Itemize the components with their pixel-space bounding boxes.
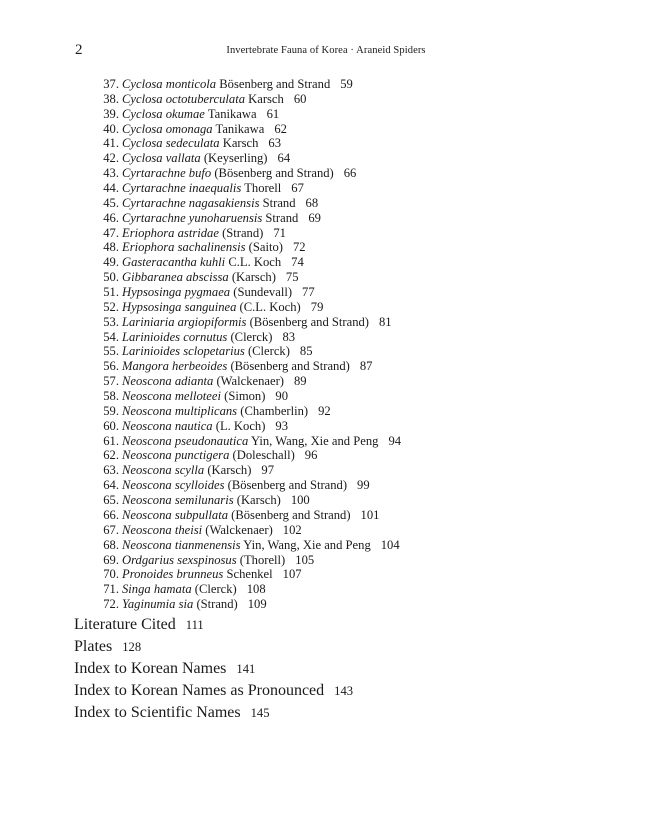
species-author: (Simon) xyxy=(224,389,266,404)
species-author: (Chamberlin) xyxy=(240,403,309,418)
species-author: (Bösenberg and Strand) xyxy=(230,359,350,374)
entry-page: 71 xyxy=(273,225,286,240)
entry-number: 55. xyxy=(103,344,119,359)
species-name: Mangora herbeoides xyxy=(122,359,228,374)
entry-page: 79 xyxy=(310,299,324,314)
species-name: Ordgarius sexspinosus xyxy=(122,552,237,567)
species-author: (Clerck) xyxy=(247,344,290,359)
entry-page: 81 xyxy=(379,314,392,329)
species-name: Cyclosa omonaga xyxy=(122,121,213,136)
species-name: Neoscona tianmenensis xyxy=(122,537,241,552)
species-author: (Bösenberg and Strand) xyxy=(214,166,334,181)
entry-number: 40. xyxy=(103,121,119,136)
species-name: Cyrtarachne inaequalis xyxy=(122,181,242,196)
species-name: Neoscona subpullata xyxy=(122,507,228,522)
species-name: Neoscona scylla xyxy=(122,463,205,478)
species-author: (Keyserling) xyxy=(203,151,268,166)
entry-number: 71. xyxy=(103,582,119,597)
entry-number: 70. xyxy=(103,567,119,582)
species-author: Bösenberg and Strand xyxy=(219,77,331,91)
species-name: Cyrtarachne nagasakiensis xyxy=(122,195,260,210)
entry-page: 108 xyxy=(246,582,266,597)
species-name: Gasteracantha kuhli xyxy=(122,255,226,270)
entry-number: 60. xyxy=(103,418,119,433)
entry-page: 89 xyxy=(293,374,307,389)
species-name: Larinioides cornutus xyxy=(122,329,228,344)
species-name: Neoscona nautica xyxy=(122,418,213,433)
species-author: (Thorell) xyxy=(239,552,286,567)
species-author: (Sundevall) xyxy=(233,285,293,300)
toc-title: Plates xyxy=(74,638,113,655)
entry-number: 42. xyxy=(103,151,119,166)
entry-page: 64 xyxy=(277,151,291,166)
entry-number: 41. xyxy=(103,136,119,151)
species-author: (Karsch) xyxy=(231,270,276,285)
entry-page: 101 xyxy=(360,507,380,522)
species-name: Yaginumia sia xyxy=(122,597,194,612)
entry-page: 61 xyxy=(266,106,280,121)
entry-number: 51. xyxy=(103,285,119,300)
species-name: Hypsosinga pygmaea xyxy=(122,285,231,300)
toc-title: Index to Scientific Names xyxy=(74,704,241,721)
entry-number: 37. xyxy=(103,77,119,91)
species-name: Cyclosa octotuberculata xyxy=(122,91,245,106)
species-author: (C.L. Koch) xyxy=(239,299,301,314)
toc-page: 145 xyxy=(250,706,270,720)
species-name: Neoscona multiplicans xyxy=(122,403,238,418)
entry-number: 48. xyxy=(103,240,119,255)
entry-number: 43. xyxy=(103,166,119,181)
entry-number: 49. xyxy=(103,255,119,270)
entry-page: 87 xyxy=(359,359,373,374)
entry-page: 75 xyxy=(285,270,299,285)
entry-number: 61. xyxy=(103,433,119,448)
toc-title: Index to Korean Names as Pronounced xyxy=(74,682,325,699)
species-name: Eriophora sachalinensis xyxy=(122,240,246,255)
species-name: Neoscona punctigera xyxy=(122,448,230,463)
species-name: Cyclosa sedeculata xyxy=(122,136,220,151)
entry-page: 97 xyxy=(261,463,275,478)
entry-page: 77 xyxy=(302,285,315,300)
toc-entry xyxy=(74,680,353,702)
species-name: Neoscona theisi xyxy=(122,522,203,537)
entry-page: 74 xyxy=(291,255,304,270)
entry-number: 66. xyxy=(103,507,119,522)
species-author: (Strand) xyxy=(196,597,238,612)
entry-page: 99 xyxy=(357,478,370,493)
species-author: (Karsch) xyxy=(236,493,281,508)
entry-page: 90 xyxy=(275,389,289,404)
species-author: (Walckenaer) xyxy=(216,374,284,389)
species-name: Neoscona pseudonautica xyxy=(122,433,249,448)
entry-number: 54. xyxy=(103,329,119,344)
entry-page: 93 xyxy=(275,418,288,433)
entry-number: 58. xyxy=(103,389,119,404)
species-author: Karsch xyxy=(248,91,284,106)
entry-number: 64. xyxy=(103,478,119,493)
species-author: (Walckenaer) xyxy=(205,522,273,537)
entry-page: 109 xyxy=(247,597,267,612)
toc-title: Index to Korean Names xyxy=(74,660,227,677)
species-name: Eriophora astridae xyxy=(122,225,219,240)
entry-page: 100 xyxy=(290,493,310,508)
species-author: (Bösenberg and Strand) xyxy=(249,314,369,329)
entry-page: 69 xyxy=(308,210,321,225)
toc-entry xyxy=(74,614,353,636)
entry-page: 107 xyxy=(282,567,302,582)
species-author: (Bösenberg and Strand) xyxy=(227,478,348,493)
entry-number: 52. xyxy=(103,299,119,314)
species-author: (L. Koch) xyxy=(215,418,266,433)
species-name: Cyrtarachne bufo xyxy=(122,166,212,181)
species-name: Singa hamata xyxy=(122,582,192,597)
species-author: (Clerck) xyxy=(194,582,237,597)
entry-page: 72 xyxy=(292,240,306,255)
entry-number: 38. xyxy=(103,91,119,106)
entry-number: 68. xyxy=(103,537,119,552)
species-name: Pronoides brunneus xyxy=(122,567,224,582)
toc-page: 128 xyxy=(122,640,142,654)
species-author: Tanikawa xyxy=(215,121,265,136)
entry-number: 50. xyxy=(103,270,119,285)
entry-number: 72. xyxy=(103,597,119,612)
entry-page: 68 xyxy=(305,195,319,210)
species-author: C.L. Koch xyxy=(228,255,282,270)
entry-number: 62. xyxy=(103,448,119,463)
entry-page: 104 xyxy=(380,537,400,552)
entry-page: 63 xyxy=(268,136,281,151)
entry-page: 85 xyxy=(299,344,313,359)
entry-number: 56. xyxy=(103,359,119,374)
back-matter-list xyxy=(74,614,353,724)
entry-number: 69. xyxy=(103,552,119,567)
species-name: Neoscona melloteei xyxy=(122,389,221,404)
species-author: (Doleschall) xyxy=(232,448,295,463)
entry-number: 57. xyxy=(103,374,119,389)
toc-page: 143 xyxy=(334,684,354,698)
entry-number: 67. xyxy=(103,522,119,537)
species-author: Schenkel xyxy=(226,567,273,582)
species-name: Cyclosa vallata xyxy=(122,151,201,166)
species-author: Tanikawa xyxy=(207,106,257,121)
entry-page: 102 xyxy=(282,522,302,537)
toc-page: 141 xyxy=(236,662,256,676)
entry-page: 60 xyxy=(293,91,307,106)
toc-page: 111 xyxy=(185,618,204,632)
page-number: 2 xyxy=(75,42,83,58)
entry-number: 65. xyxy=(103,493,119,508)
species-author: Strand xyxy=(265,210,299,225)
entry-page: 66 xyxy=(343,166,357,181)
entry-number: 45. xyxy=(103,195,119,210)
species-name: Neoscona scylloides xyxy=(122,478,225,493)
species-name: Cyrtarachne yunoharuensis xyxy=(122,210,263,225)
species-author: Thorell xyxy=(244,181,282,196)
species-name: Cyclosa monticola xyxy=(122,77,217,91)
species-name: Gibbaranea abscissa xyxy=(122,270,229,285)
entry-number: 46. xyxy=(103,210,119,225)
entry-number: 47. xyxy=(103,225,119,240)
species-author: (Clerck) xyxy=(230,329,273,344)
entry-page: 96 xyxy=(304,448,318,463)
species-name: Cyclosa okumae xyxy=(122,106,205,121)
species-author: Strand xyxy=(262,195,296,210)
species-name: Hypsosinga sanguinea xyxy=(122,299,237,314)
entry-page: 67 xyxy=(291,181,304,196)
toc-entry xyxy=(74,702,353,724)
entry-number: 39. xyxy=(103,106,119,121)
toc-title: Literature Cited xyxy=(74,616,176,633)
entry-page: 94 xyxy=(388,433,402,448)
species-author: (Strand) xyxy=(222,225,264,240)
species-author: (Bösenberg and Strand) xyxy=(231,507,351,522)
species-author: Karsch xyxy=(222,136,259,151)
toc-entry xyxy=(74,658,353,680)
entry-number: 63. xyxy=(103,463,119,478)
entry-page: 83 xyxy=(282,329,296,344)
species-name: Larinioides sclopetarius xyxy=(122,344,245,359)
species-name: Neoscona semilunaris xyxy=(122,493,234,508)
species-author: Yin, Wang, Xie and Peng xyxy=(250,433,379,448)
toc-entry xyxy=(74,636,353,658)
entry-page: 105 xyxy=(295,552,315,567)
species-name: Neoscona adianta xyxy=(122,374,214,389)
species-name: Lariniaria argiopiformis xyxy=(122,314,247,329)
species-author: Yin, Wang, Xie and Peng xyxy=(243,537,371,552)
entry-number: 44. xyxy=(103,181,119,196)
entry-page: 92 xyxy=(318,403,331,418)
running-header: Invertebrate Fauna of Korea · Araneid Spiders xyxy=(226,45,426,56)
entry-number: 59. xyxy=(103,403,119,418)
species-author: (Saito) xyxy=(248,240,283,255)
entry-number: 53. xyxy=(103,314,119,329)
entry-page: 59 xyxy=(340,77,353,91)
entry-page: 62 xyxy=(274,121,287,136)
species-author: (Karsch) xyxy=(207,463,252,478)
